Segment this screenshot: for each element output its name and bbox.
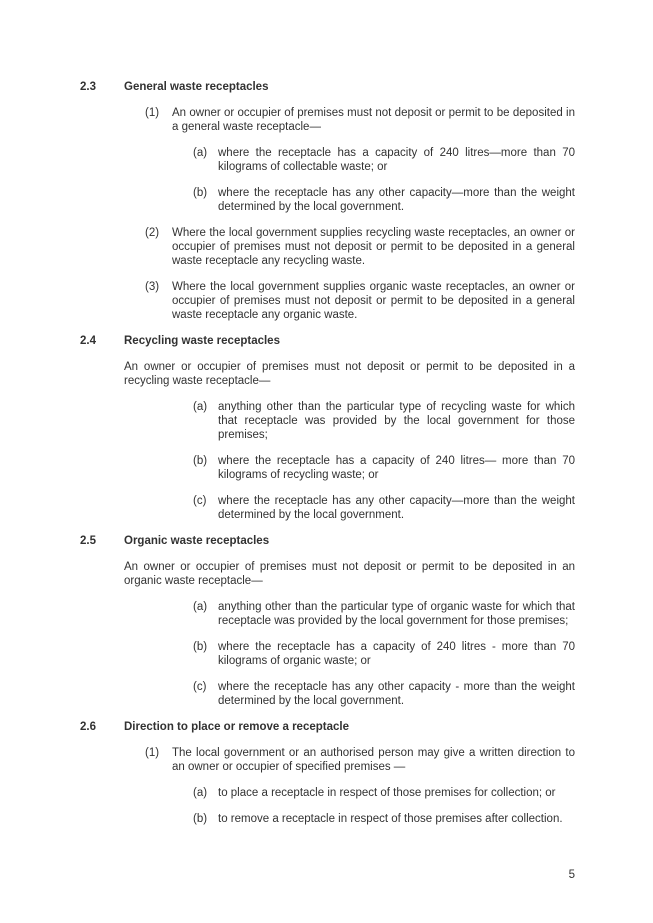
clause-text: An owner or occupier of premises must not deposit or permit to be deposited in a general waste receptacle— [172, 107, 575, 133]
document-page [80, 80, 575, 838]
subclause-label: (a) [193, 787, 208, 799]
subclause-text: anything other than the particular type of recycling waste for which that receptacle was provided by the local government for those premises; [218, 401, 575, 441]
subclause-text: where the receptacle has any other capacity—more than the weight determined by the local government. [218, 187, 575, 213]
subclause-label: (c) [193, 681, 207, 693]
subclause-text: where the receptacle has any other capacity—more than the weight determined by the local government. [218, 495, 575, 521]
section-number: 2.5 [80, 535, 96, 547]
section-heading [80, 334, 575, 348]
clause [80, 280, 575, 322]
subclause [80, 454, 575, 482]
page-number: 5 [568, 869, 575, 881]
section-title: General waste receptacles [124, 81, 269, 93]
section-number: 2.4 [80, 335, 96, 347]
subclause-text: to place a receptacle in respect of those premises for collection; or [218, 787, 556, 799]
section-title: Organic waste receptacles [124, 535, 270, 547]
subclause [80, 680, 575, 708]
section-recycling-waste-receptacles [80, 334, 575, 522]
clause-text: The local government or an authorised person may give a written direction to an owner or occupier of specified premises — [172, 747, 575, 773]
clause-label: (3) [145, 281, 160, 293]
clause-label: (1) [145, 107, 160, 119]
clause-text: Where the local government supplies organic waste receptacles, an owner or occupier of premises must not deposit or permit to be deposited in a general waste receptacle any organic waste. [172, 281, 575, 321]
subclause [80, 400, 575, 442]
subclause-label: (b) [193, 813, 208, 825]
subclause [80, 640, 575, 668]
subclause-text: to remove a receptacle in respect of those premises after collection. [218, 813, 563, 825]
section-general-waste-receptacles [80, 80, 575, 322]
clause-label: (1) [145, 747, 160, 759]
subclause [80, 812, 575, 826]
clause [80, 560, 575, 588]
section-heading [80, 534, 575, 548]
clause-text: An owner or occupier of premises must not deposit or permit to be deposited in a recycling waste receptacle— [124, 361, 575, 387]
subclause-text: where the receptacle has a capacity of 240 litres—more than 70 kilograms of collectable waste; or [218, 147, 575, 173]
clause-label: (2) [145, 227, 160, 239]
clause-text: An owner or occupier of premises must not deposit or permit to be deposited in an organic waste receptacle— [124, 561, 575, 587]
subclause [80, 494, 575, 522]
subclause [80, 600, 575, 628]
subclause-text: anything other than the particular type of organic waste for which that receptacle was provided by the local government for those premises; [218, 601, 575, 627]
clause-text: Where the local government supplies recycling waste receptacles, an owner or occupier of premises must not deposit or permit to be deposited in a general waste receptacle any recycling waste. [172, 227, 575, 267]
subclause [80, 146, 575, 174]
subclause-text: where the receptacle has a capacity of 240 litres— more than 70 kilograms of recycling waste; or [218, 455, 575, 481]
section-title: Recycling waste receptacles [124, 335, 280, 347]
subclause [80, 786, 575, 800]
section-title: Direction to place or remove a receptacle [124, 721, 349, 733]
clause [80, 226, 575, 268]
subclause-label: (a) [193, 601, 208, 613]
subclause-label: (a) [193, 147, 208, 159]
subclause-label: (b) [193, 187, 208, 199]
clause [80, 106, 575, 134]
subclause-text: where the receptacle has a capacity of 240 litres - more than 70 kilograms of organic waste; or [218, 641, 575, 667]
section-direction-place-remove-receptacle [80, 720, 575, 826]
subclause-label: (a) [193, 401, 208, 413]
section-number: 2.6 [80, 721, 96, 733]
subclause [80, 186, 575, 214]
clause [80, 360, 575, 388]
subclause-label: (b) [193, 455, 208, 467]
subclause-label: (b) [193, 641, 208, 653]
section-heading [80, 80, 575, 94]
subclause-label: (c) [193, 495, 207, 507]
section-organic-waste-receptacles [80, 534, 575, 708]
section-heading [80, 720, 575, 734]
section-number: 2.3 [80, 81, 96, 93]
subclause-text: where the receptacle has any other capacity - more than the weight determined by the local government. [218, 681, 575, 707]
clause [80, 746, 575, 774]
